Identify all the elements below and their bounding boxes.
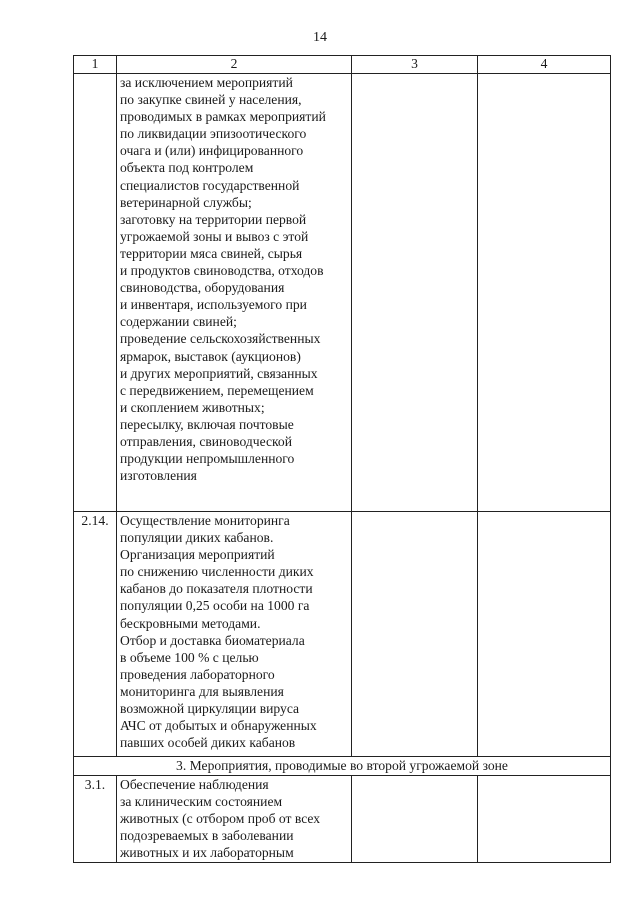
section-heading: 3. Мероприятия, проводимые во второй угрожаемой зоне <box>74 757 611 776</box>
description-line: АЧС от добытых и обнаруженных <box>120 718 317 734</box>
description-line: объекта под контролем <box>120 160 254 176</box>
description-line: популяции 0,25 особи на 1000 га <box>120 598 310 614</box>
column-4-cell <box>478 74 611 512</box>
table-row <box>74 512 611 757</box>
description-line: отправления, свиноводческой <box>120 433 292 449</box>
description-line: с передвижением, перемещением <box>120 382 314 398</box>
description-line: Осуществление мониторинга <box>120 513 290 528</box>
description-line: бескровными методами. <box>120 615 261 631</box>
description-line: кабанов до показателя плотности <box>120 581 313 597</box>
description-line: очага и (или) инфицированного <box>120 143 304 159</box>
row-number: 2.14. <box>74 512 117 757</box>
description-line: Организация мероприятий <box>120 547 275 563</box>
description-line: проводимых в рамках мероприятий <box>120 109 326 125</box>
table-row <box>74 74 611 512</box>
measure-description <box>117 776 352 863</box>
measures-table <box>73 55 611 863</box>
description-line: содержании свиней; <box>120 314 237 330</box>
description-line: популяции диких кабанов. <box>120 530 274 546</box>
description-line: павших особей диких кабанов <box>120 735 296 751</box>
column-header-4: 4 <box>478 56 611 74</box>
measure-description <box>117 512 352 757</box>
section-heading-row <box>74 757 611 776</box>
description-line: и продуктов свиноводства, отходов <box>120 263 324 279</box>
description-line: пересылку, включая почтовые <box>120 416 294 432</box>
description-line: за исключением мероприятий <box>120 75 293 90</box>
description-line: и других мероприятий, связанных <box>120 365 318 381</box>
column-header-1: 1 <box>74 56 117 74</box>
description-line: и скоплением животных; <box>120 399 265 415</box>
row-number <box>74 74 117 512</box>
column-header-3: 3 <box>352 56 478 74</box>
measure-description <box>117 74 352 512</box>
description-line: свиноводства, оборудования <box>120 280 285 296</box>
description-line: животных и их лабораторным <box>120 845 294 861</box>
description-line: по снижению численности диких <box>120 564 314 580</box>
description-line: угрожаемой зоны и вывоз с этой <box>120 228 309 244</box>
description-line: изготовления <box>120 468 197 484</box>
column-3-cell <box>352 74 478 512</box>
description-line: ветеринарной службы; <box>120 194 252 210</box>
description-line: животных (с отбором проб от всех <box>120 811 321 827</box>
row-number: 3.1. <box>74 776 117 863</box>
column-4-cell <box>478 776 611 863</box>
column-4-cell <box>478 512 611 757</box>
description-line: проведение сельскохозяйственных <box>120 331 321 347</box>
column-3-cell <box>352 512 478 757</box>
description-line: Отбор и доставка биоматериала <box>120 632 305 648</box>
description-line: и инвентаря, используемого при <box>120 297 307 313</box>
table-row <box>74 776 611 863</box>
description-line: в объеме 100 % с целью <box>120 649 259 665</box>
description-line: возможной циркуляции вируса <box>120 701 300 717</box>
table-header-row <box>74 56 611 74</box>
description-line: подозреваемых в заболевании <box>120 828 294 844</box>
description-line: специалистов государственной <box>120 177 300 193</box>
column-3-cell <box>352 776 478 863</box>
description-line: ярмарок, выставок (аукционов) <box>120 348 301 364</box>
description-line: Обеспечение наблюдения <box>120 777 269 792</box>
description-line: территории мяса свиней, сырья <box>120 245 303 261</box>
description-line: за клиническим состоянием <box>120 794 283 810</box>
column-header-2: 2 <box>117 56 352 74</box>
description-line: по ликвидации эпизоотического <box>120 126 307 142</box>
description-line: продукции непромышленного <box>120 451 295 467</box>
description-line: проведения лабораторного <box>120 666 275 682</box>
description-line: по закупке свиней у населения, <box>120 92 302 108</box>
page-number: 14 <box>313 30 327 45</box>
description-line: мониторинга для выявления <box>120 683 284 699</box>
description-line: заготовку на территории первой <box>120 211 307 227</box>
